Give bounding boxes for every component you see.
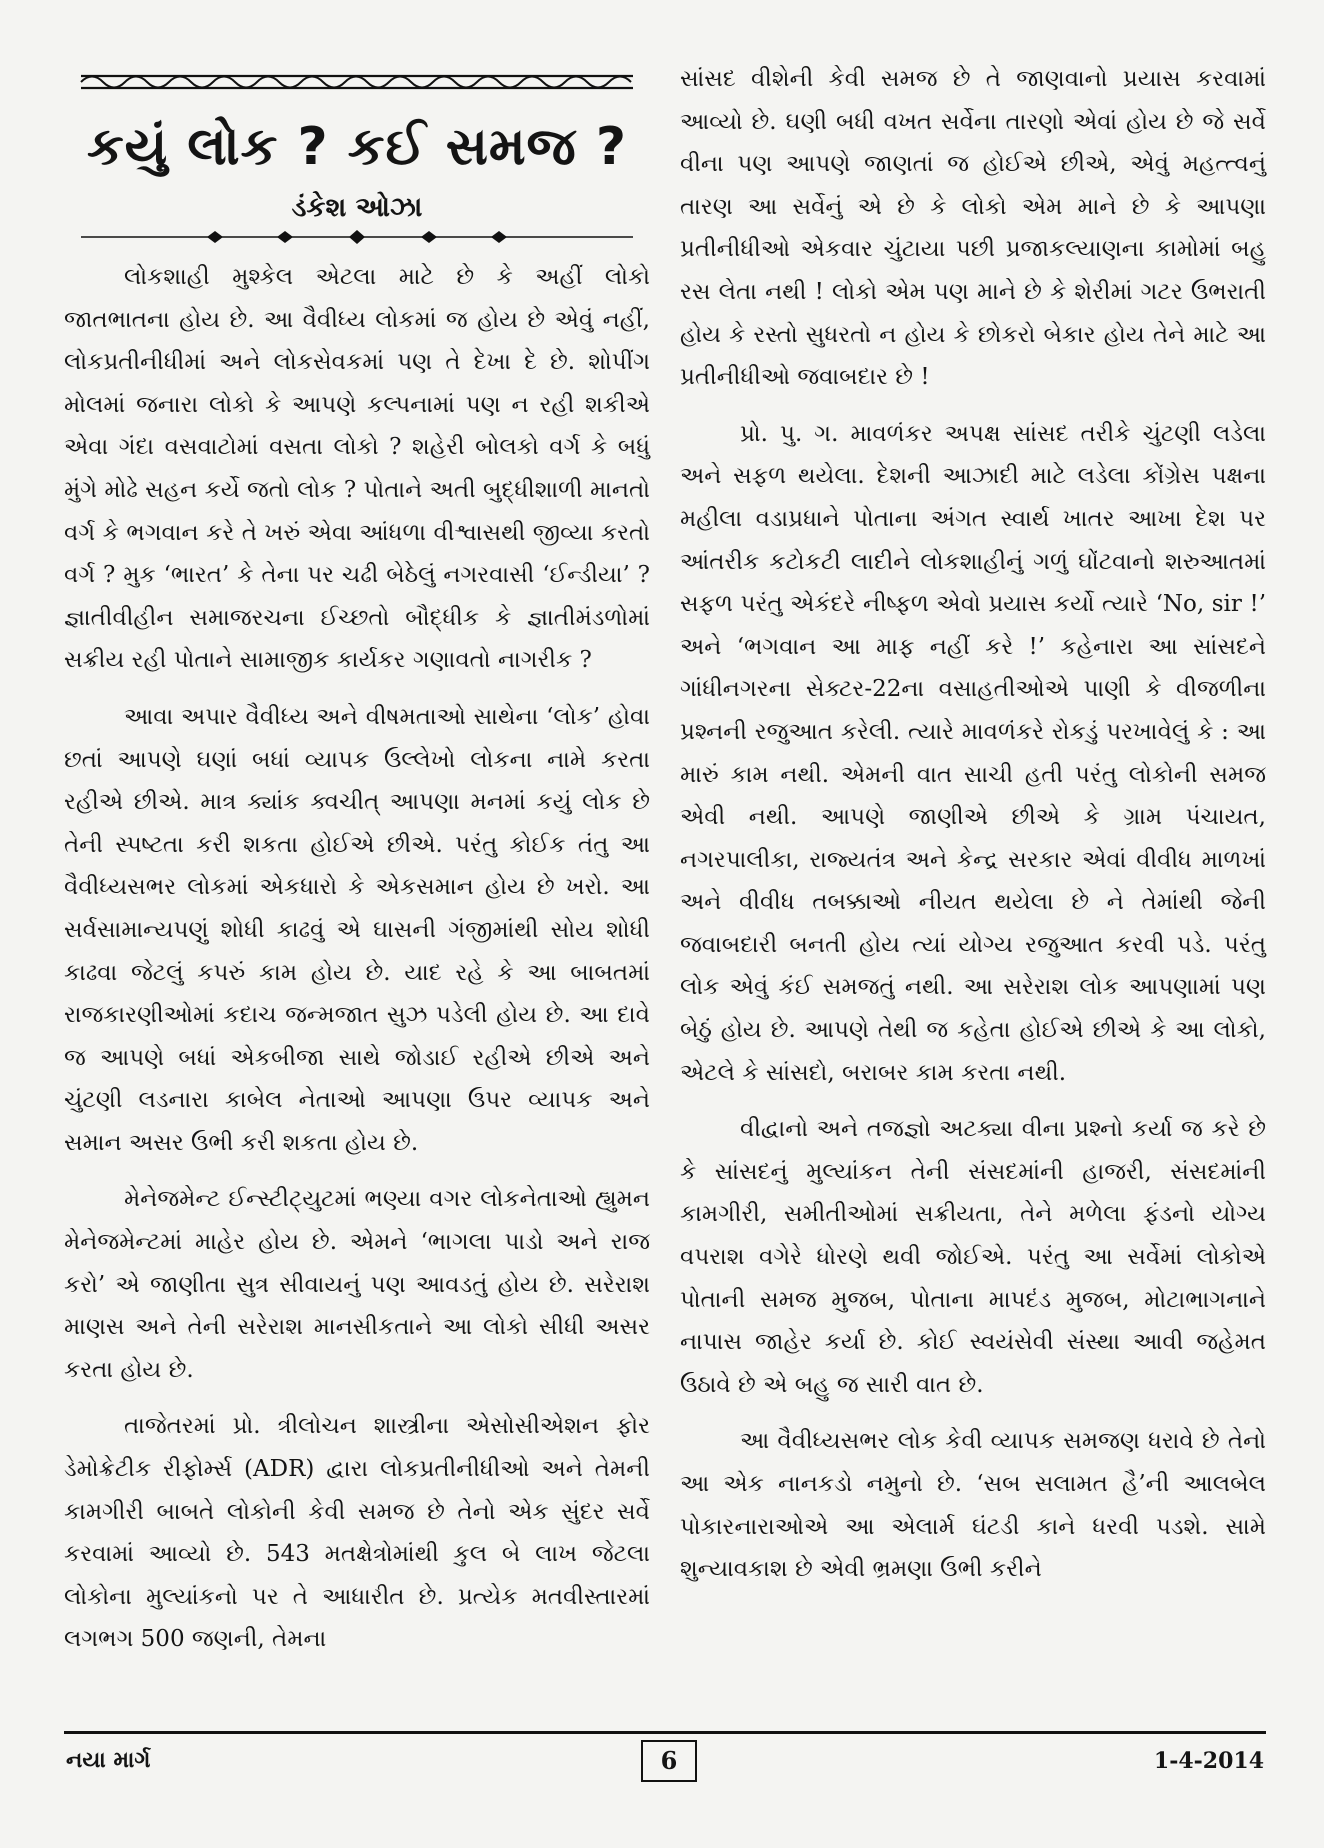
left-paragraph-1: લોકશાહી મુશ્કેલ એટલા માટે છે કે અહીં લોકો જાતભાતના હોય છે. આ વૈવીધ્ય લોકમાં જ હોય છે એવું નહીં, લોકપ્રતીનીધીમાં અને લોકસેવકમાં પણ તે દેખા દે છે. શોપીંગ મોલમાં જનારા લોકો કે આપણે કલ્પનામાં પણ ન રહી શકીએ એવા ગંદા વસવાટોમાં વસતા લોકો ? શહેરી બોલકો વર્ગ કે બધું મુંગે મોઢે સહન કર્યે જતો લોક ? પોતાને અતી બુદ્ધીશાળી માનતો વર્ગ કે ભગવાન કરે તે ખરું એવા આંધળા વીશ્વાસથી જીવ્યા કરતો વર્ગ ? મુક ‘ભારત’ કે તેના પર ચઢી બેઠેલું નગરવાસી ‘ઈન્ડીયા’ ? જ્ઞાતીવીહીન સમાજરચના ઈચ્છતો બૌદ્ધીક કે જ્ઞાતીમંડળોમાં સક્રીય રહી પોતાને સામાજીક કાર્યકર ગણાવતો નાગરીક ? xyxy=(64,264,650,674)
left-paragraph-4: તાજેતરમાં પ્રો. ત્રીલોચન શાસ્ત્રીના એસોસીએશન ફોર ડેમોક્રેટીક રીફોર્મ્સ (ADR) દ્વારા લોકપ્રતીનીધીઓ અને તેમની કામગીરી બાબતે લોકોની કેવી સમજ છે તેનો એક સુંદર સર્વે કરવામાં આવ્યો છે. 543 મતક્ષેત્રોમાંથી કુલ બે લાખ જેટલા લોકોના મુલ્યાંકનો પર તે આધારીત છે. પ્રત્યેક મતવીસ્તારમાં લગભગ 500 જણની, તેમના xyxy=(64,1413,650,1653)
footer-magazine-name: નયા માર્ગ xyxy=(66,1748,151,1773)
right-paragraph-4: આ વૈવીધ્યસભર લોક કેવી વ્યાપક સમજણ ધરાવે છે તેનો આ એક નાનકડો નમુનો છે. ‘સબ સલામત હૈ’ની આલબેલ પોકારનારાઓએ આ એલાર્મ ઘંટડી કાને ધરવી પડશે. સામે શુન્યાવકાશ છે એવી ભ્રમણા ઉભી કરીને xyxy=(680,1428,1266,1583)
left-paragraph-2: આવા અપાર વૈવીધ્ય અને વીષમતાઓ સાથેના ‘લોક’ હોવા છતાં આપણે ઘણાં બધાં વ્યાપક ઉલ્લેખો લોકના નામે કરતા રહીએ છીએ. માત્ર ક્યાંક ક્વચીત્ આપણા મનમાં કયું લોક છે તેની સ્પષ્ટતા કરી શકતા હોઈએ છીએ. પરંતુ કોઈક તંતુ આ વૈવીધ્યસભર લોકમાં એકધારો કે એકસમાન હોય છે ખરો. આ સર્વસામાન્યપણું શોધી કાઢવું એ ઘાસની ગંજીમાંથી સોય શોધી કાઢવા જેટલું કપરું કામ હોય છે. યાદ રહે કે આ બાબતમાં રાજકારણીઓમાં કદાચ જન્મજાત સુઝ પડેલી હોય છે. આ દાવે જ આપણે બધાં એકબીજા સાથે જોડાઈ રહીએ છીએ અને ચુંટણી લડનારા કાબેલ નેતાઓ આપણા ઉપર વ્યાપક અને સમાન અસર ઉભી કરી શકતા હોય છે. xyxy=(64,703,650,1156)
left-paragraph-3: મેનેજમેન્ટ ઈન્સ્ટીટ્યુટમાં ભણ્યા વગર લોકનેતાઓ હ્યુમન મેનેજમેન્ટમાં માહેર હોય છે. એમને ‘ભાગલા પાડો અને રાજ કરો’ એ જાણીતા સુત્ર સીવાયનું પણ આવડતું હોય છે. સરેરાશ માણસ અને તેની સરેરાશ માનસીકતાને આ લોકો સીધી અસર કરતા હોય છે. xyxy=(64,1186,650,1383)
footer-date: 1-4-2014 xyxy=(1153,1748,1264,1774)
right-paragraph-3: વીદ્વાનો અને તજજ્ઞો અટક્યા વીના પ્રશ્નો કર્યા જ કરે છે કે સાંસદનું મુલ્યાંકન તેની સંસદમાંની હાજરી, સંસદમાંની કામગીરી, સમીતીઓમાં સક્રીયતા, તેને મળેલા ફંડનો યોગ્ય વપરાશ વગેરે ધોરણે થવી જોઈએ. પરંતુ આ સર્વેમાં લોકોએ પોતાની સમજ મુજબ, પોતાના માપદંડ મુજબ, મોટાભાગનાને નાપાસ જાહેર કર્યા છે. કોઈ સ્વયંસેવી સંસ્થા આવી જહેમત ઉઠાવે છે એ બહુ જ સારી વાત છે. xyxy=(680,1116,1266,1398)
left-column xyxy=(64,58,650,1728)
title-ornament-icon xyxy=(77,68,637,94)
article-author: ડંકેશ ઓઝા xyxy=(291,192,423,223)
article-title: કયું લોક ? કઈ સમજ ? xyxy=(86,117,628,177)
footer-divider xyxy=(64,1731,1266,1734)
footer-page-number: 6 xyxy=(641,1740,697,1782)
right-paragraph-2: પ્રો. પુ. ગ. માવળંકર અપક્ષ સાંસદ તરીકે ચુંટણી લડેલા અને સફળ થયેલા. દેશની આઝાદી માટે લડેલા કોંગ્રેસ પક્ષના મહીલા વડાપ્રધાને પોતાના અંગત સ્વાર્થ ખાતર આખા દેશ પર આંતરીક કટોકટી લાદીને લોકશાહીનું ગળું ઘોંટવાનો શરુઆતમાં સફળ પરંતુ એકંદરે નીષ્ફળ એવો પ્રયાસ કર્યો ત્યારે ‘No, sir !’ અને ‘ભગવાન આ માફ નહીં કરે !’ કહેનારા આ સાંસદને ગાંધીનગરના સેક્ટર-22ના વસાહતીઓએ પાણી કે વીજળીના પ્રશ્નની રજુઆત કરેલી. ત્યારે માવળંકરે રોકડું પરખાવેલું કે : આ મારું કામ નથી. એમની વાત સાચી હતી પરંતુ લોકોની સમજ એવી નથી. આપણે જાણીએ છીએ કે ગ્રામ પંચાયત, નગરપાલીકા, રાજ્યતંત્ર અને કેન્દ્ર સરકાર એવાં વીવીધ માળખાં અને વીવીધ તબક્કાઓ નીયત થયેલા છે ને તેમાંથી જેની જવાબદારી બનતી હોય ત્યાં યોગ્ય રજુઆત કરવી પડે. પરંતુ લોક એવું કંઈ સમજતું નથી. આ સરેરાશ લોક આપણામાં પણ બેઠું હોય છે. આપણે તેથી જ કહેતા હોઈએ છીએ કે આ લોકો, એટલે કે સાંસદો, બરાબર કામ કરતા નથી. xyxy=(680,420,1266,1086)
author-divider-icon xyxy=(77,228,637,246)
right-column xyxy=(680,58,1266,1728)
right-paragraph-1: સાંસદ વીશેની કેવી સમજ છે તે જાણવાનો પ્રયાસ કરવામાં આવ્યો છે. ઘણી બધી વખત સર્વેના તારણો એવાં હોય છે જે સર્વે વીના પણ આપણે જાણતાં જ હોઈએ છીએ, એવું મહત્ત્વનું તારણ આ સર્વેનું એ છે કે લોકો એમ માને છે કે આપણા પ્રતીનીધીઓ એકવાર ચુંટાયા પછી પ્રજાકલ્યાણના કામોમાં બહુ રસ લેતા નથી ! લોકો એમ પણ માને છે કે શેરીમાં ગટર ઉભરાતી હોય કે રસ્તો સુધરતો ન હોય કે છોકરો બેકાર હોય તેને માટે આ પ્રતીનીધીઓ જવાબદાર છે ! xyxy=(680,66,1266,391)
